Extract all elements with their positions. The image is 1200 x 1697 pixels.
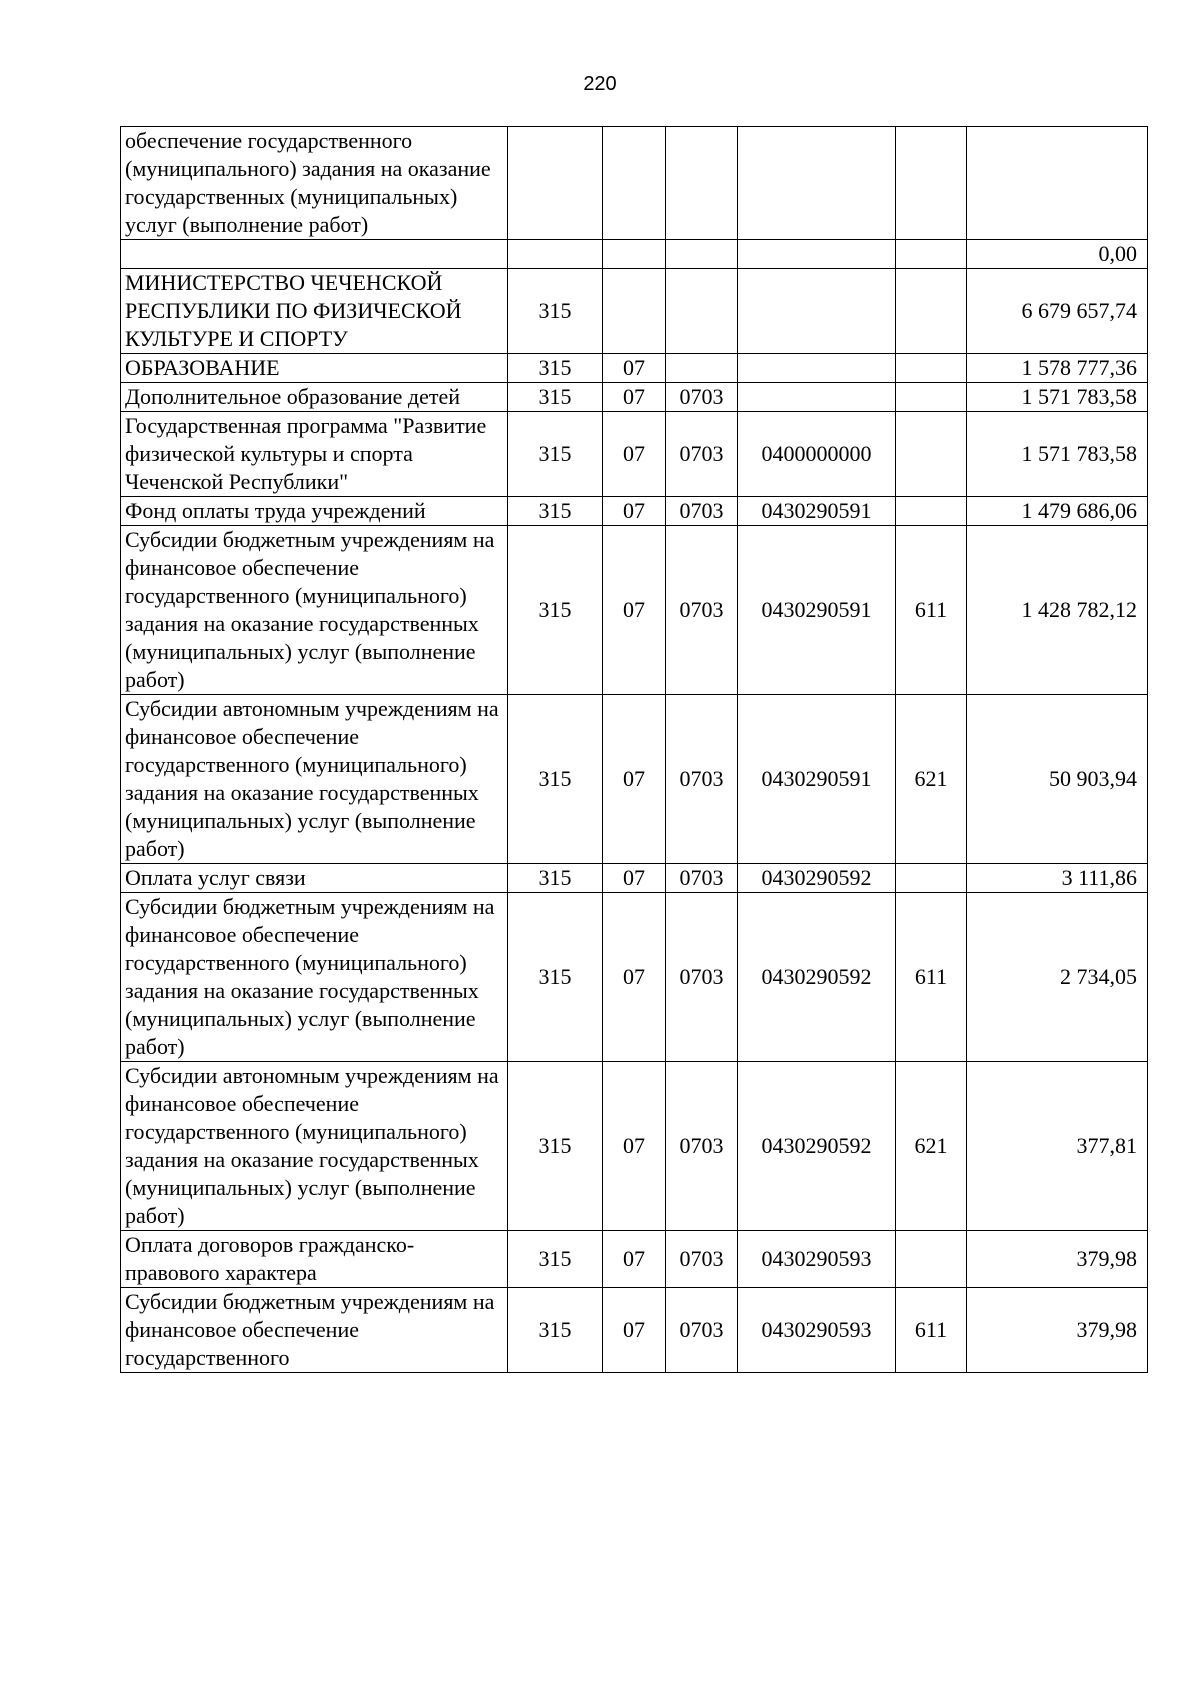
grbs-code-cell: 315 <box>508 497 603 526</box>
amount-cell: 1 571 783,58 <box>967 383 1148 412</box>
expense-type-cell <box>896 412 967 497</box>
section-code-cell <box>603 240 666 269</box>
expense-type-cell <box>896 864 967 893</box>
row-name-cell: Дополнительное образование детей <box>121 383 508 412</box>
subsection-code-cell: 0703 <box>666 412 738 497</box>
subsection-code-cell: 0703 <box>666 1062 738 1231</box>
grbs-code-cell: 315 <box>508 695 603 864</box>
subsection-code-cell <box>666 240 738 269</box>
target-article-cell <box>738 240 896 269</box>
grbs-code-cell <box>508 240 603 269</box>
expense-type-cell <box>896 269 967 354</box>
page-number: 220 <box>583 73 617 95</box>
target-article-cell: 0430290591 <box>738 526 896 695</box>
expense-type-cell: 621 <box>896 695 967 864</box>
grbs-code-cell: 315 <box>508 893 603 1062</box>
section-code-cell: 07 <box>603 695 666 864</box>
subsection-code-cell: 0703 <box>666 864 738 893</box>
table-row <box>121 864 1148 893</box>
table-row <box>121 269 1148 354</box>
expense-type-cell <box>896 240 967 269</box>
amount-cell: 50 903,94 <box>967 695 1148 864</box>
row-name-cell: МИНИСТЕРСТВО ЧЕЧЕНСКОЙ РЕСПУБЛИКИ ПО ФИЗИЧЕСКОЙ КУЛЬТУРЕ И СПОРТУ <box>121 269 508 354</box>
expense-type-cell <box>896 354 967 383</box>
subsection-code-cell: 0703 <box>666 383 738 412</box>
target-article-cell: 0430290592 <box>738 1062 896 1231</box>
subsection-code-cell: 0703 <box>666 526 738 695</box>
subsection-code-cell <box>666 127 738 240</box>
target-article-cell: 0430290593 <box>738 1288 896 1373</box>
subsection-code-cell <box>666 354 738 383</box>
subsection-code-cell: 0703 <box>666 1288 738 1373</box>
amount-cell: 1 479 686,06 <box>967 497 1148 526</box>
expense-type-cell: 611 <box>896 893 967 1062</box>
amount-cell: 377,81 <box>967 1062 1148 1231</box>
amount-cell: 2 734,05 <box>967 893 1148 1062</box>
row-name-cell <box>121 240 508 269</box>
amount-cell <box>967 127 1148 240</box>
grbs-code-cell: 315 <box>508 1288 603 1373</box>
row-name-cell: Фонд оплаты труда учреждений <box>121 497 508 526</box>
grbs-code-cell: 315 <box>508 1231 603 1288</box>
section-code-cell: 07 <box>603 497 666 526</box>
subsection-code-cell <box>666 269 738 354</box>
row-name-cell: Государственная программа "Развитие физической культуры и спорта Чеченской Республики" <box>121 412 508 497</box>
expense-type-cell <box>896 497 967 526</box>
table-row <box>121 240 1148 269</box>
row-name-cell: Субсидии бюджетным учреждениям на финансовое обеспечение государственного <box>121 1288 508 1373</box>
amount-cell: 379,98 <box>967 1288 1148 1373</box>
amount-cell: 1 571 783,58 <box>967 412 1148 497</box>
grbs-code-cell <box>508 127 603 240</box>
row-name-cell: Субсидии бюджетным учреждениям на финансовое обеспечение государственного (муниципального) задания на оказание государственных (муниципальных) услуг (выполнение работ) <box>121 893 508 1062</box>
section-code-cell: 07 <box>603 1062 666 1231</box>
table-row <box>121 497 1148 526</box>
amount-cell: 0,00 <box>967 240 1148 269</box>
row-name-cell: Оплата договоров гражданско-правового характера <box>121 1231 508 1288</box>
grbs-code-cell: 315 <box>508 383 603 412</box>
table-row <box>121 383 1148 412</box>
section-code-cell: 07 <box>603 893 666 1062</box>
table-row <box>121 412 1148 497</box>
table-row <box>121 526 1148 695</box>
target-article-cell: 0430290593 <box>738 1231 896 1288</box>
expense-type-cell <box>896 383 967 412</box>
section-code-cell <box>603 269 666 354</box>
target-article-cell: 0430290592 <box>738 893 896 1062</box>
subsection-code-cell: 0703 <box>666 695 738 864</box>
section-code-cell: 07 <box>603 1288 666 1373</box>
section-code-cell: 07 <box>603 354 666 383</box>
section-code-cell: 07 <box>603 383 666 412</box>
target-article-cell <box>738 127 896 240</box>
subsection-code-cell: 0703 <box>666 1231 738 1288</box>
row-name-cell: обеспечение государственного (муниципального) задания на оказание государственных (муниципальных) услуг (выполнение работ) <box>121 127 508 240</box>
subsection-code-cell: 0703 <box>666 497 738 526</box>
table-row <box>121 1231 1148 1288</box>
grbs-code-cell: 315 <box>508 1062 603 1231</box>
table-row <box>121 1288 1148 1373</box>
target-article-cell <box>738 269 896 354</box>
expense-type-cell: 621 <box>896 1062 967 1231</box>
section-code-cell: 07 <box>603 1231 666 1288</box>
row-name-cell: ОБРАЗОВАНИЕ <box>121 354 508 383</box>
amount-cell: 3 111,86 <box>967 864 1148 893</box>
budget-table-body <box>121 127 1148 1373</box>
amount-cell: 6 679 657,74 <box>967 269 1148 354</box>
amount-cell: 1 428 782,12 <box>967 526 1148 695</box>
expense-type-cell <box>896 127 967 240</box>
budget-table <box>120 126 1148 1373</box>
row-name-cell: Субсидии автономным учреждениям на финансовое обеспечение государственного (муниципального) задания на оказание государственных (муниципальных) услуг (выполнение работ) <box>121 1062 508 1231</box>
expense-type-cell <box>896 1231 967 1288</box>
expense-type-cell: 611 <box>896 1288 967 1373</box>
amount-cell: 379,98 <box>967 1231 1148 1288</box>
table-row <box>121 127 1148 240</box>
amount-cell: 1 578 777,36 <box>967 354 1148 383</box>
target-article-cell: 0430290591 <box>738 497 896 526</box>
section-code-cell: 07 <box>603 526 666 695</box>
grbs-code-cell: 315 <box>508 526 603 695</box>
target-article-cell: 0430290592 <box>738 864 896 893</box>
section-code-cell <box>603 127 666 240</box>
target-article-cell <box>738 354 896 383</box>
row-name-cell: Субсидии бюджетным учреждениям на финансовое обеспечение государственного (муниципального) задания на оказание государственных (муниципальных) услуг (выполнение работ) <box>121 526 508 695</box>
section-code-cell: 07 <box>603 864 666 893</box>
subsection-code-cell: 0703 <box>666 893 738 1062</box>
grbs-code-cell: 315 <box>508 269 603 354</box>
section-code-cell: 07 <box>603 412 666 497</box>
grbs-code-cell: 315 <box>508 412 603 497</box>
table-row <box>121 1062 1148 1231</box>
target-article-cell: 0400000000 <box>738 412 896 497</box>
row-name-cell: Субсидии автономным учреждениям на финансовое обеспечение государственного (муниципального) задания на оказание государственных (муниципальных) услуг (выполнение работ) <box>121 695 508 864</box>
target-article-cell: 0430290591 <box>738 695 896 864</box>
table-row <box>121 893 1148 1062</box>
grbs-code-cell: 315 <box>508 864 603 893</box>
grbs-code-cell: 315 <box>508 354 603 383</box>
table-row <box>121 354 1148 383</box>
table-row <box>121 695 1148 864</box>
expense-type-cell: 611 <box>896 526 967 695</box>
target-article-cell <box>738 383 896 412</box>
row-name-cell: Оплата услуг связи <box>121 864 508 893</box>
